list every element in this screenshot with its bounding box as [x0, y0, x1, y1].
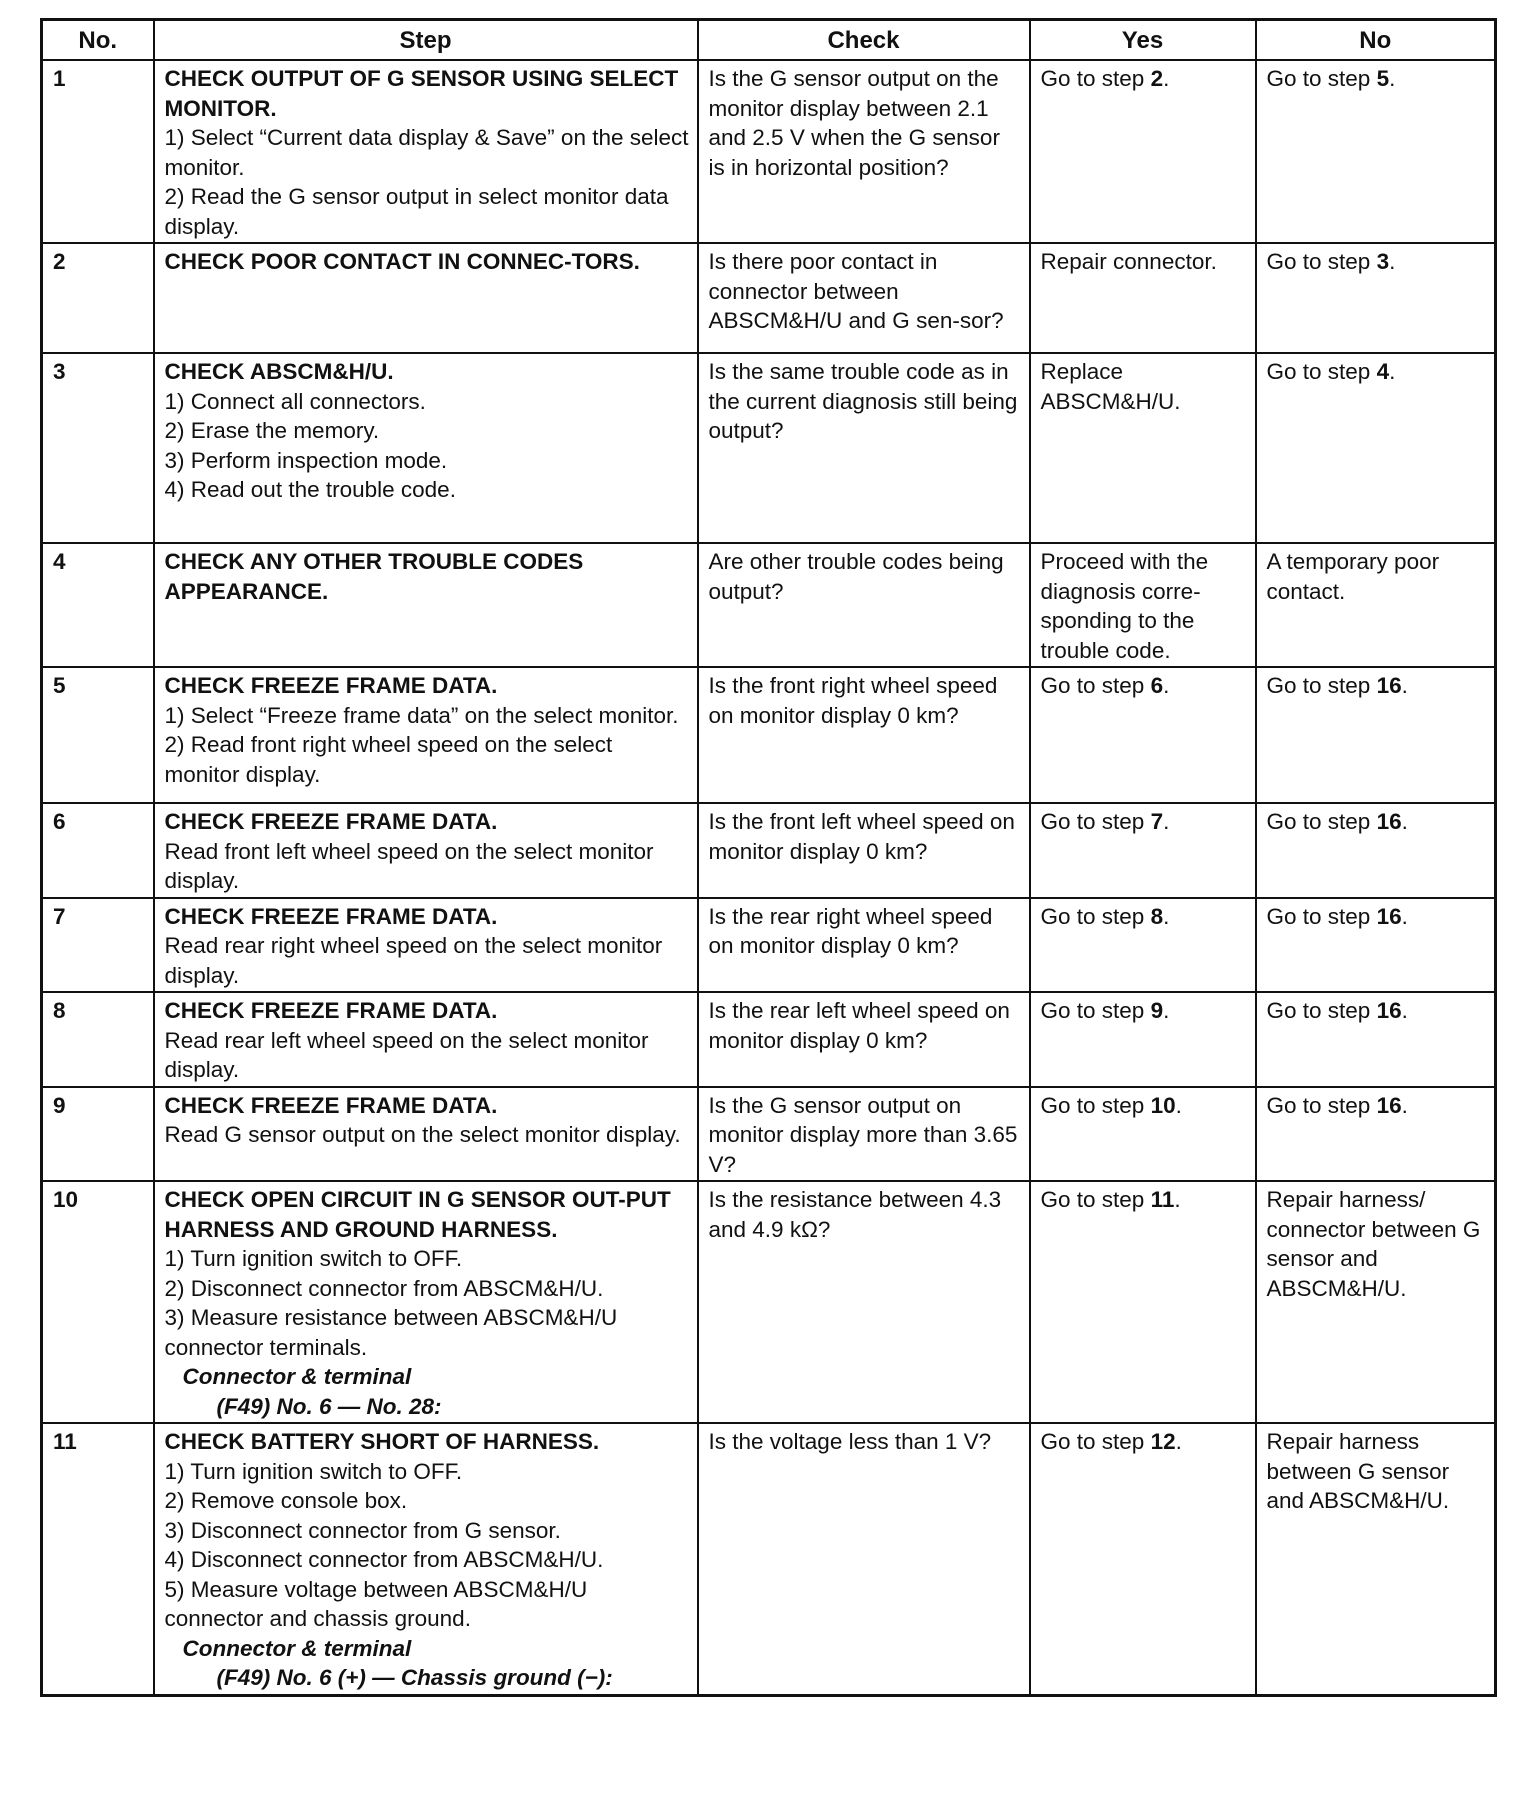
yes-action	[1030, 803, 1256, 898]
no-text: Go to step	[1266, 359, 1377, 384]
table-row	[42, 1087, 1496, 1182]
step-number: 6	[42, 803, 154, 898]
table-body	[42, 60, 1496, 1695]
yes-period: .	[1174, 1187, 1181, 1212]
no-period: .	[1401, 673, 1408, 698]
step-instruction: 2) Read front right wheel speed on the select monitor display.	[164, 732, 613, 787]
table-row	[42, 353, 1496, 543]
yes-action	[1030, 1181, 1256, 1423]
step-number: 1	[42, 60, 154, 243]
yes-period: .	[1163, 903, 1170, 929]
step-cell	[154, 243, 698, 353]
yes-period: .	[1163, 998, 1170, 1023]
yes-period: .	[1163, 66, 1170, 91]
step-instruction: Read front left wheel speed on the select monitor display.	[164, 838, 654, 893]
no-text: Go to step	[1266, 66, 1377, 91]
no-step-number: 16	[1376, 903, 1402, 929]
yes-step-number: 11	[1150, 1187, 1175, 1212]
table-row	[42, 60, 1496, 243]
step-instruction: Read rear left wheel speed on the select monitor display.	[164, 1027, 649, 1082]
check-question: Is the front left wheel speed on monitor display 0 km?	[698, 803, 1030, 898]
yes-step-number: 7	[1150, 809, 1164, 834]
step-cell	[154, 543, 698, 667]
yes-text: Replace ABSCM&H/U.	[1040, 359, 1181, 414]
step-instruction: Read rear right wheel speed on the select monitor display.	[164, 933, 663, 988]
step-number: 3	[42, 353, 154, 543]
step-title: CHECK FREEZE FRAME DATA.	[164, 809, 498, 834]
step-instruction: 4) Disconnect connector from ABSCM&H/U.	[164, 1547, 604, 1572]
check-question: Is the G sensor output on the monitor display between 2.1 and 2.5 V when the G sensor is in horizontal position?	[698, 60, 1030, 243]
step-number: 11	[42, 1423, 154, 1695]
yes-step-number: 10	[1150, 1092, 1176, 1118]
step-instruction: 1) Connect all connectors.	[164, 388, 426, 414]
yes-text: Go to step	[1040, 809, 1151, 834]
step-title: CHECK ABSCM&H/U.	[164, 359, 394, 384]
yes-action	[1030, 898, 1256, 993]
step-number: 5	[42, 667, 154, 803]
no-period: .	[1401, 903, 1408, 929]
no-step-number: 16	[1376, 673, 1402, 698]
no-action	[1256, 1087, 1496, 1182]
check-question: Is the resistance between 4.3 and 4.9 kΩ?	[698, 1181, 1030, 1423]
yes-period: .	[1163, 809, 1170, 834]
diagnosis-table	[40, 18, 1497, 1697]
yes-step-number: 9	[1150, 998, 1164, 1023]
yes-text: Go to step	[1040, 1092, 1151, 1118]
step-instruction: 1) Select “Freeze frame data” on the select monitor.	[164, 702, 679, 728]
yes-text: Go to step	[1040, 1187, 1151, 1212]
step-title: CHECK OUTPUT OF G SENSOR USING SELECT MONITOR.	[164, 66, 679, 121]
no-period: .	[1389, 66, 1396, 91]
step-cell	[154, 992, 698, 1087]
no-action	[1256, 1423, 1496, 1695]
no-period: .	[1401, 1092, 1408, 1118]
no-period: .	[1389, 359, 1396, 384]
yes-text: Go to step	[1040, 1429, 1151, 1454]
step-cell	[154, 353, 698, 543]
no-text: Repair harness/ connector between G sensor and ABSCM&H/U.	[1266, 1187, 1481, 1301]
yes-period: .	[1163, 673, 1170, 698]
connector-label: Connector & terminal	[182, 1364, 412, 1389]
yes-text: Go to step	[1040, 673, 1151, 698]
no-action	[1256, 992, 1496, 1087]
check-question: Is the same trouble code as in the current diagnosis still being output?	[698, 353, 1030, 543]
no-text: Repair harness between G sensor and ABSCM&H/U.	[1266, 1429, 1450, 1513]
yes-step-number: 6	[1150, 673, 1164, 698]
no-step-number: 16	[1376, 998, 1402, 1023]
table-row	[42, 803, 1496, 898]
step-number: 4	[42, 543, 154, 667]
step-title: CHECK FREEZE FRAME DATA.	[164, 998, 498, 1023]
yes-step-number: 12	[1150, 1429, 1176, 1454]
step-instruction: 1) Turn ignition switch to OFF.	[164, 1246, 463, 1271]
yes-step-number: 2	[1150, 66, 1164, 91]
step-instruction: 5) Measure voltage between ABSCM&H/U connector and chassis ground.	[164, 1576, 588, 1631]
step-cell	[154, 667, 698, 803]
header-step: Step	[154, 20, 698, 61]
header-no: No.	[42, 20, 154, 61]
yes-text: Go to step	[1040, 903, 1151, 929]
step-title: CHECK FREEZE FRAME DATA.	[164, 673, 498, 698]
step-instruction: 1) Turn ignition switch to OFF.	[164, 1458, 463, 1484]
step-title: CHECK POOR CONTACT IN CONNEC-TORS.	[164, 249, 640, 274]
header-yes: Yes	[1030, 20, 1256, 61]
step-cell	[154, 60, 698, 243]
table-row	[42, 898, 1496, 993]
yes-period: .	[1175, 1092, 1182, 1118]
no-text: Go to step	[1266, 903, 1377, 929]
step-cell	[154, 1181, 698, 1423]
no-action	[1256, 803, 1496, 898]
step-cell	[154, 898, 698, 993]
step-instruction: 3) Perform inspection mode.	[164, 447, 448, 473]
step-cell	[154, 1423, 698, 1695]
yes-period: .	[1175, 1429, 1182, 1454]
step-number: 2	[42, 243, 154, 353]
step-title: CHECK BATTERY SHORT OF HARNESS.	[164, 1429, 600, 1454]
step-title: CHECK FREEZE FRAME DATA.	[164, 903, 498, 929]
step-instruction: 2) Erase the memory.	[164, 418, 380, 443]
connector-terminal: (F49) No. 6 (+) — Chassis ground (−):	[216, 1665, 613, 1690]
connector-terminal: (F49) No. 6 — No. 28:	[216, 1393, 442, 1419]
step-instruction: 1) Select “Current data display & Save” on the select monitor.	[164, 125, 689, 180]
yes-action	[1030, 543, 1256, 667]
step-instruction: 2) Remove console box.	[164, 1488, 408, 1513]
table-row	[42, 543, 1496, 667]
yes-action	[1030, 60, 1256, 243]
step-cell	[154, 803, 698, 898]
yes-action	[1030, 243, 1256, 353]
yes-text: Go to step	[1040, 998, 1151, 1023]
no-text: Go to step	[1266, 673, 1377, 698]
no-period: .	[1401, 809, 1408, 834]
step-title: CHECK ANY OTHER TROUBLE CODES APPEARANCE.	[164, 549, 584, 604]
no-text: Go to step	[1266, 809, 1377, 834]
check-question: Is the rear left wheel speed on monitor display 0 km?	[698, 992, 1030, 1087]
check-question: Is the rear right wheel speed on monitor display 0 km?	[698, 898, 1030, 993]
yes-text: Repair connector.	[1040, 249, 1217, 274]
step-instruction: 2) Disconnect connector from ABSCM&H/U.	[164, 1275, 604, 1301]
check-question: Are other trouble codes being output?	[698, 543, 1030, 667]
check-question: Is the front right wheel speed on monitor display 0 km?	[698, 667, 1030, 803]
connector-label: Connector & terminal	[182, 1635, 412, 1661]
no-action	[1256, 898, 1496, 993]
no-text: Go to step	[1266, 1092, 1377, 1118]
yes-action	[1030, 667, 1256, 803]
check-question: Is the voltage less than 1 V?	[698, 1423, 1030, 1695]
step-title: CHECK FREEZE FRAME DATA.	[164, 1092, 498, 1118]
no-action	[1256, 243, 1496, 353]
no-action	[1256, 667, 1496, 803]
step-title: CHECK OPEN CIRCUIT IN G SENSOR OUT-PUT HARNESS AND GROUND HARNESS.	[164, 1187, 671, 1242]
step-cell	[154, 1087, 698, 1182]
table-row	[42, 1181, 1496, 1423]
header-no-result: No	[1256, 20, 1496, 61]
step-number: 9	[42, 1087, 154, 1182]
yes-step-number: 8	[1150, 903, 1164, 929]
no-step-number: 3	[1376, 249, 1390, 274]
no-text: Go to step	[1266, 998, 1377, 1023]
step-number: 7	[42, 898, 154, 993]
check-question: Is there poor contact in connector between ABSCM&H/U and G sen-sor?	[698, 243, 1030, 353]
table-row	[42, 243, 1496, 353]
no-step-number: 5	[1376, 66, 1390, 91]
step-instruction: 2) Read the G sensor output in select monitor data display.	[164, 184, 669, 239]
step-number: 8	[42, 992, 154, 1087]
header-check: Check	[698, 20, 1030, 61]
yes-action	[1030, 1423, 1256, 1695]
yes-text: Proceed with the diagnosis corre-sponding to the trouble code.	[1040, 549, 1209, 663]
no-action	[1256, 1181, 1496, 1423]
no-text: Go to step	[1266, 249, 1377, 274]
check-question: Is the G sensor output on monitor display more than 3.65 V?	[698, 1087, 1030, 1182]
no-step-number: 4	[1376, 359, 1390, 384]
step-instruction: 4) Read out the trouble code.	[164, 477, 456, 502]
yes-text: Go to step	[1040, 66, 1151, 91]
table-header-row	[42, 20, 1496, 61]
no-step-number: 16	[1376, 809, 1402, 834]
yes-action	[1030, 353, 1256, 543]
no-action	[1256, 60, 1496, 243]
step-instruction: 3) Disconnect connector from G sensor.	[164, 1517, 561, 1543]
no-text: A temporary poor contact.	[1266, 549, 1440, 604]
table-row	[42, 1423, 1496, 1695]
no-period: .	[1389, 249, 1396, 274]
table-row	[42, 667, 1496, 803]
step-instruction: 3) Measure resistance between ABSCM&H/U connector terminals.	[164, 1305, 618, 1360]
table-row	[42, 992, 1496, 1087]
no-step-number: 16	[1376, 1092, 1402, 1118]
no-action	[1256, 353, 1496, 543]
no-period: .	[1401, 998, 1408, 1023]
step-number: 10	[42, 1181, 154, 1423]
no-action	[1256, 543, 1496, 667]
yes-action	[1030, 1087, 1256, 1182]
step-instruction: Read G sensor output on the select monitor display.	[164, 1122, 681, 1147]
yes-action	[1030, 992, 1256, 1087]
